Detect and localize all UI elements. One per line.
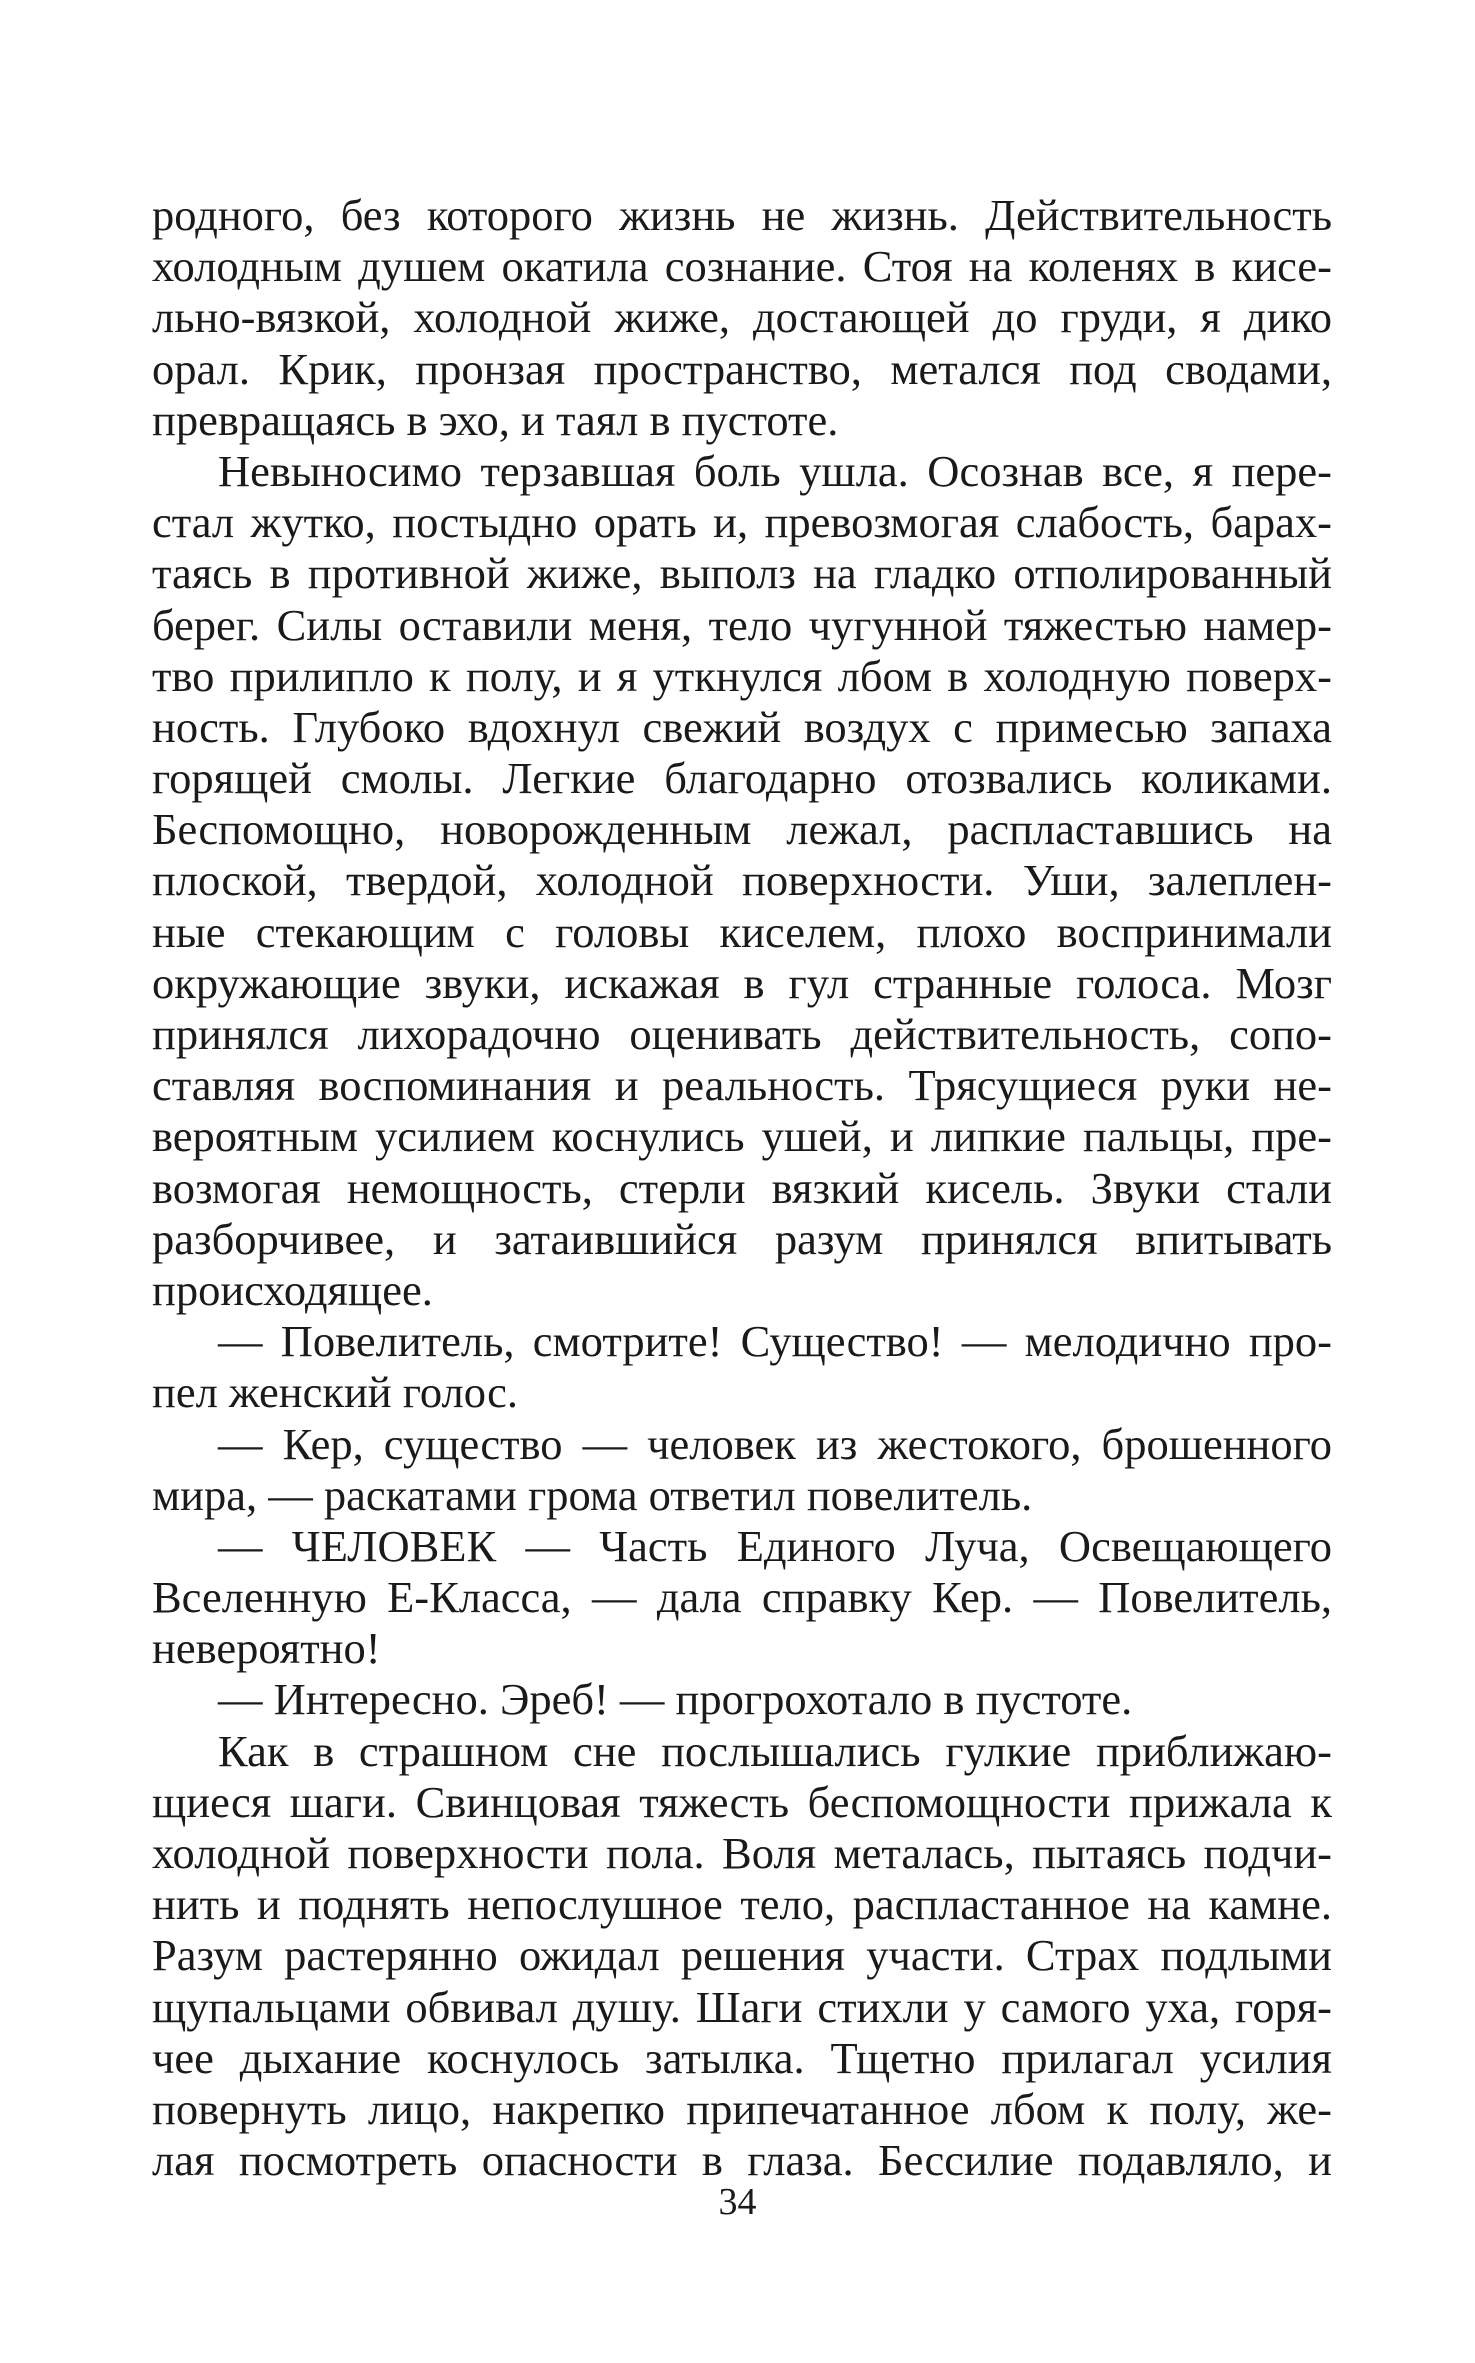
text-line: холодной поверхности пола. Воля металась, пытаясь подчи-	[152, 1828, 1332, 1878]
text-line: ность. Глубоко вдохнул свежий воздух с примесью запаха	[152, 701, 1332, 752]
text-line: превращаясь в эхо, и таял в пустоте.	[152, 394, 839, 445]
text-line: Разум растерянно ожидал решения участи. Страх подлыми	[152, 1930, 1332, 1981]
text-line: Вселенную Е-Класса, — дала справку Кер. — Повелитель,	[152, 1572, 1332, 1623]
text-line: плоской, твердой, холодной поверхности. Уши, залеплен-	[152, 855, 1332, 906]
text-line: — Интересно. Эреб! — прогрохотало в пустоте.	[218, 1674, 1133, 1725]
text-line: таясь в противной жиже, выполз на гладко отполированный	[152, 548, 1332, 599]
text-line: Как в страшном сне послышались гулкие приближаю-	[218, 1725, 1332, 1776]
text-line: разборчивее, и затаившийся разум принялся впитывать	[152, 1213, 1332, 1264]
text-line: щиеся шаги. Свинцовая тяжесть беспомощности прижала к	[152, 1776, 1332, 1827]
text-line: происходящее.	[152, 1264, 433, 1315]
text-line: Невыносимо терзавшая боль ушла. Осознав все, я пере-	[218, 445, 1332, 496]
text-line: пел женский голос.	[152, 1367, 518, 1418]
text-line: щупальцами обвивал душу. Шаги стихли у самого уха, горя-	[152, 1981, 1332, 2032]
text-line: Беспомощно, новорожденным лежал, распластавшись на	[152, 804, 1332, 855]
text-line: родного, без которого жизнь не жизнь. Действительность	[152, 190, 1332, 240]
text-line: мира, — раскатами грома ответил повелитель.	[152, 1469, 1033, 1520]
text-line: чее дыхание коснулось затылка. Тщетно прилагал усилия	[152, 2032, 1332, 2083]
text-line: — Повелитель, смотрите! Существо! — мелодично про-	[218, 1316, 1332, 1367]
text-line: орал. Крик, пронзая пространство, метался под сводами,	[152, 343, 1332, 394]
text-line: лая посмотреть опасности в глаза. Бессилие подавляло, и	[152, 2135, 1332, 2186]
text-line: принялся лихорадочно оценивать действительность, сопо-	[152, 1009, 1332, 1059]
text-line: нить и поднять непослушное тело, распластанное на камне.	[152, 1879, 1332, 1930]
page-number: 34	[718, 2181, 757, 2223]
text-line: возмогая немощность, стерли вязкий кисель. Звуки стали	[152, 1162, 1332, 1213]
text-line: горящей смолы. Легкие благодарно отозвались коликами.	[152, 753, 1332, 804]
text-line: ставляя воспоминания и реальность. Трясущиеся руки не-	[152, 1060, 1332, 1111]
text-line: — ЧЕЛОВЕК — Часть Единого Луча, Освещающего	[218, 1520, 1332, 1571]
text-line: окружающие звуки, искажая в гул странные голоса. Мозг	[152, 957, 1332, 1008]
text-line: — Кер, существо — человек из жестокого, брошенного	[218, 1418, 1332, 1469]
text-line: холодным душем окатила сознание. Стоя на коленях в кисе-	[152, 241, 1332, 292]
text-line: ные стекающим с головы киселем, плохо воспринимали	[152, 906, 1332, 957]
text-line: повернуть лицо, накрепко припечатанное лбом к полу, же-	[152, 2083, 1332, 2134]
text-line: тво прилипло к полу, и я уткнулся лбом в холодную поверх-	[152, 650, 1332, 701]
body-text	[152, 190, 1332, 2186]
text-line: невероятно!	[152, 1623, 381, 1674]
text-line: берег. Силы оставили меня, тело чугунной тяжестью намер-	[152, 599, 1332, 650]
text-line: вероятным усилием коснулись ушей, и липкие пальцы, пре-	[152, 1111, 1332, 1162]
text-line: стал жутко, постыдно орать и, превозмогая слабость, барах-	[152, 497, 1332, 548]
text-line: льно-вязкой, холодной жиже, достающей до груди, я дико	[152, 292, 1332, 343]
